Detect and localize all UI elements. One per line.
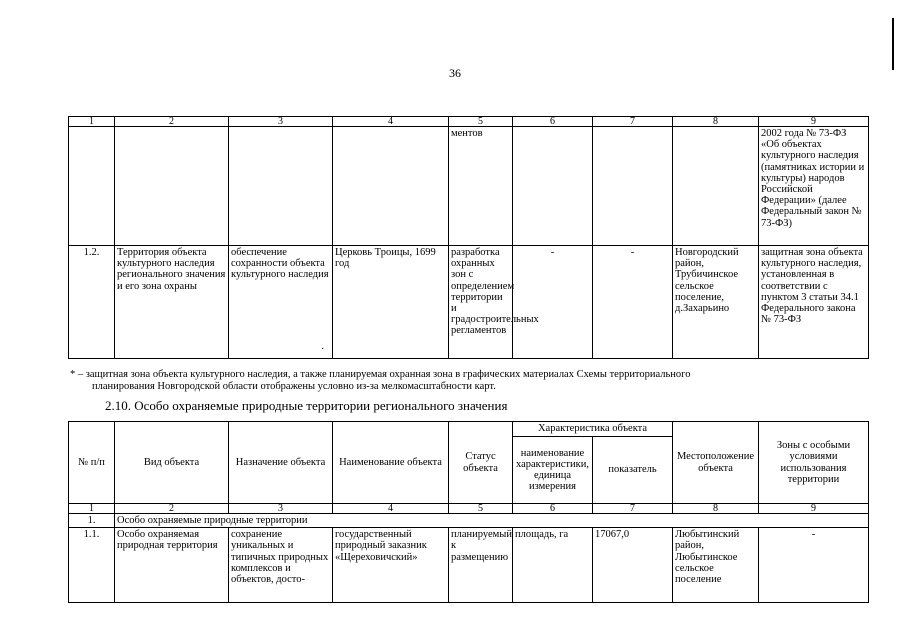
purpose-cell	[229, 246, 333, 359]
table-cell	[593, 127, 673, 246]
header-location: Местоположение объекта	[673, 422, 759, 504]
object-type-cell: Территория объекта культурного наследия регионального значения и его зона охраны	[115, 246, 229, 359]
col-number: 5	[449, 504, 513, 514]
page-number: 36	[449, 66, 461, 80]
col-number: 6	[513, 117, 593, 127]
footnote-line: планирования Новгородской области отображены условно из-за мелкомасштабности карт.	[92, 381, 496, 392]
purpose-text: обеспечение сохранности объекта культурного наследия	[231, 247, 329, 281]
category-label: Особо охраняемые природные территории	[115, 514, 869, 528]
col-number: 5	[449, 117, 513, 127]
zones-cell: 2002 года № 73-ФЗ «Об объектах культурного наследия (памятниках истории и культуры) народов Российской Федерации» (далее Федеральный закон № 73-ФЗ)	[759, 127, 869, 246]
table-row	[69, 246, 869, 359]
margin-bar	[892, 18, 894, 70]
characteristic-name-cell: площадь, га	[513, 528, 593, 603]
row-number: 1.	[69, 514, 115, 528]
status-cell: планируемый к размещению	[449, 528, 513, 603]
row-number: 1.1.	[69, 528, 115, 603]
header-type: Вид объекта	[115, 422, 229, 504]
footnote	[70, 369, 870, 393]
table-cell: -	[513, 246, 593, 359]
col-number: 9	[759, 117, 869, 127]
column-number-row	[69, 117, 869, 127]
status-cell: ментов	[449, 127, 513, 246]
table-row	[69, 127, 869, 246]
col-number: 1	[69, 117, 115, 127]
table-cell	[513, 127, 593, 246]
header-name: Наименование объекта	[333, 422, 449, 504]
table-cultural-heritage	[68, 116, 869, 359]
location-cell: Новгородский район, Трубичинское сельское поселение, д.Захарьино	[673, 246, 759, 359]
header-purpose: Назначение объекта	[229, 422, 333, 504]
col-number: 1	[69, 504, 115, 514]
col-number: 8	[673, 117, 759, 127]
purpose-cell: сохранение уникальных и типичных природных комплексов и объектов, досто-	[229, 528, 333, 603]
table-cell	[115, 127, 229, 246]
header-row	[69, 422, 869, 437]
col-number: 9	[759, 504, 869, 514]
value-cell: 17067,0	[593, 528, 673, 603]
section-title: 2.10. Особо охраняемые природные территории регионального значения	[105, 398, 508, 413]
zones-cell: -	[759, 528, 869, 603]
object-type-cell: Особо охраняемая природная территория	[115, 528, 229, 603]
col-number: 3	[229, 117, 333, 127]
col-number: 2	[115, 117, 229, 127]
col-number: 2	[115, 504, 229, 514]
table-cell	[69, 127, 115, 246]
col-number: 6	[513, 504, 593, 514]
row-number: 1.2.	[69, 246, 115, 359]
col-number: 7	[593, 117, 673, 127]
header-characteristic-name: наименование характеристики, единица измерения	[513, 437, 593, 504]
location-cell: Любытинский район, Любытинское сельское поселение	[673, 528, 759, 603]
footnote-line: * – защитная зона объекта культурного наследия, а также планируемая охранная зона в графических материалах Схемы территориального	[70, 369, 691, 380]
header-characteristics: Характеристика объекта	[513, 422, 673, 437]
column-number-row	[69, 504, 869, 514]
col-number: 7	[593, 504, 673, 514]
table-protected-areas	[68, 421, 869, 603]
table-cell	[229, 127, 333, 246]
table-row	[69, 528, 869, 603]
col-number: 3	[229, 504, 333, 514]
dot-mark: .	[321, 340, 324, 352]
table-cell: -	[593, 246, 673, 359]
category-row	[69, 514, 869, 528]
header-zones: Зоны с особыми условиями использования территории	[759, 422, 869, 504]
object-name-cell: государственный природный заказник «Щереховичский»	[333, 528, 449, 603]
zones-cell: защитная зона объекта культурного наследия, установленная в соответствии с пунктом 3 статьи 34.1 Федерального закона № 73-ФЗ	[759, 246, 869, 359]
col-number: 4	[333, 117, 449, 127]
object-name-cell: Церковь Троицы, 1699 год	[333, 246, 449, 359]
header-status: Статус объекта	[449, 422, 513, 504]
header-value: показатель	[593, 437, 673, 504]
table-cell	[673, 127, 759, 246]
status-cell: разработка охранных зон с определением территории и градостроительных регламентов	[449, 246, 513, 359]
col-number: 4	[333, 504, 449, 514]
table-cell	[333, 127, 449, 246]
header-num: № п/п	[69, 422, 115, 504]
col-number: 8	[673, 504, 759, 514]
